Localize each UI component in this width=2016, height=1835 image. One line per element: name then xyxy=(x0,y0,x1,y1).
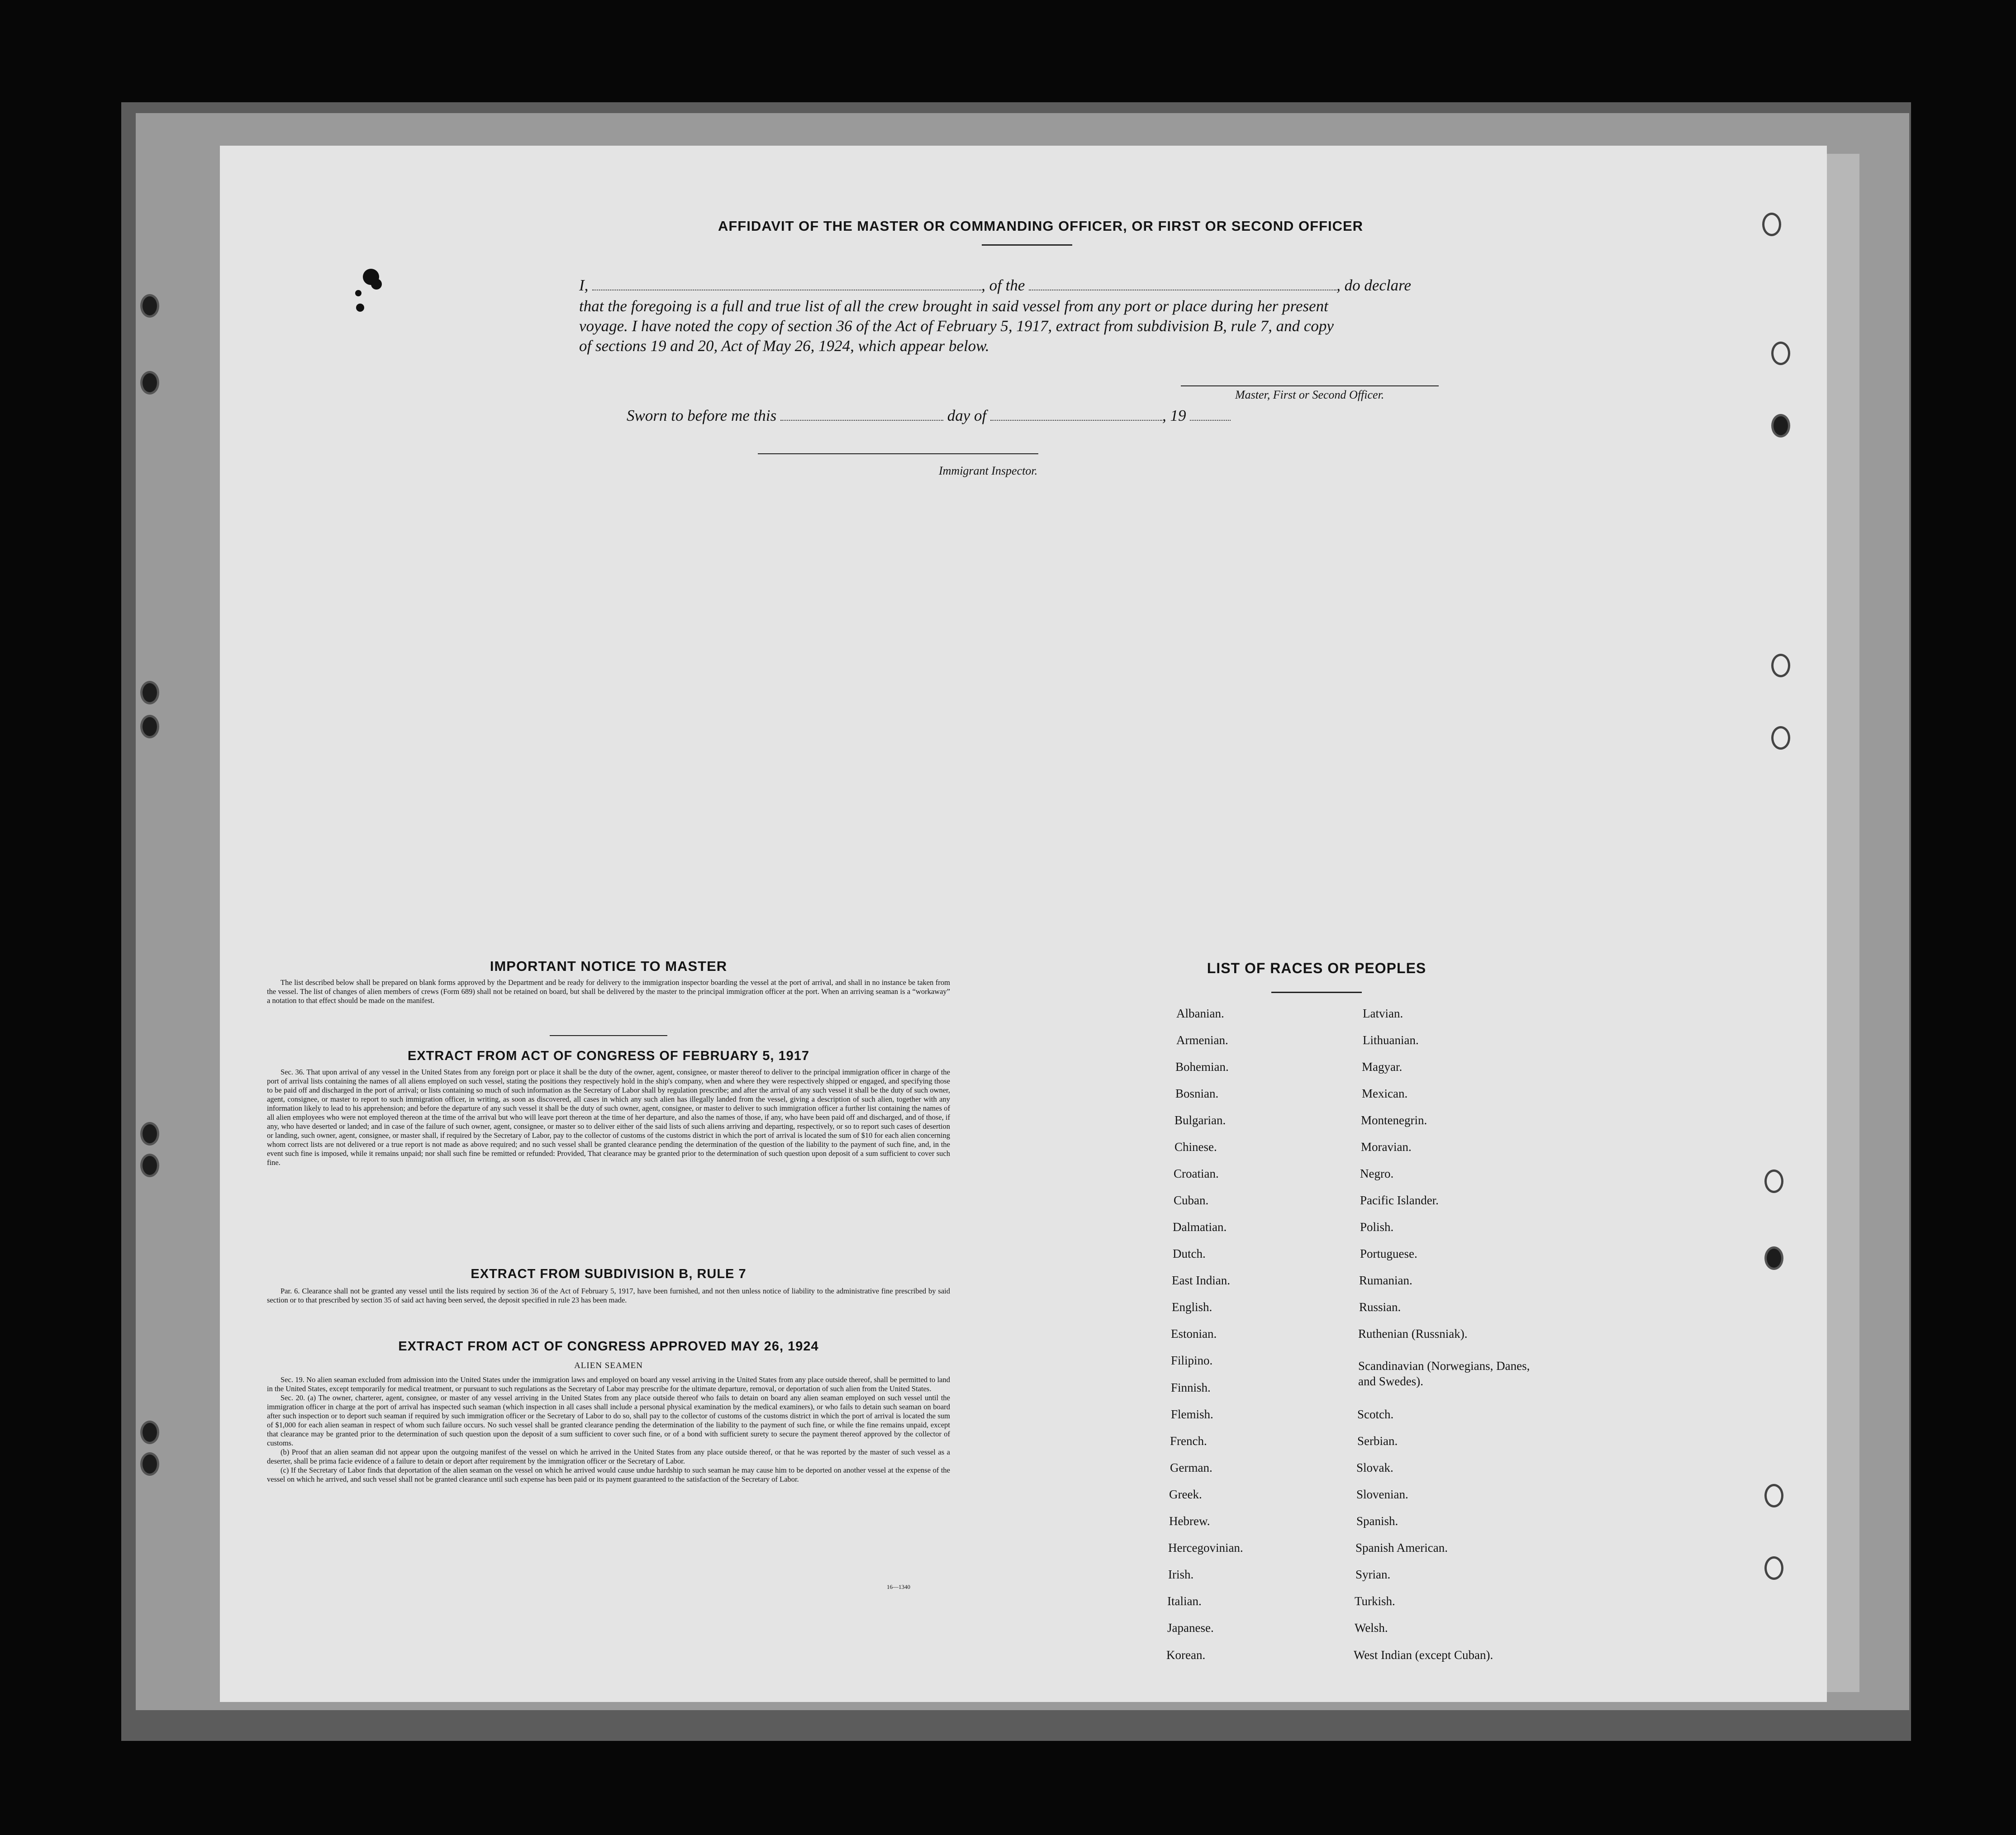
alien-seamen-subtitle: ALIEN SEAMEN xyxy=(574,1361,643,1370)
race-right-22: Turkish. xyxy=(1355,1594,1395,1608)
sec20a-paragraph: Sec. 20. (a) The owner, charterer, agent, consignee, or master of any vessel arriving in the United States from any place outside thereof who fails to detain on board any alien seaman employed on such vessel until the immigration officer in charge at the port of arrival has inspected such seaman (which inspection in all cases shall include a personal physical examination by the medical examiners), or who fails to detain such seaman on board after such inspection or to deport such seaman if required by such immigration officer or the Secretary of Labor to do so, shall pay to the collector of customs of the customs district in which the port of arrival is located the sum of $1,000 for each alien seaman in respect of whom such failure occurs. No such vessel shall be granted clearance pending the determination of the liability to the payment of such fine, or while the fine remains unpaid, except that clearance may be granted prior to the determination of such question upon the deposit of a sum sufficient to cover such fine, or of a bond with sufficient surety to secure the payment thereof approved by the collector of customs. xyxy=(267,1393,950,1447)
race-right-10: Portuguese. xyxy=(1360,1247,1417,1260)
section-divider xyxy=(550,1035,667,1036)
binder-hole xyxy=(1764,1556,1783,1580)
race-right-16: Serbian. xyxy=(1357,1434,1398,1448)
races-divider xyxy=(1271,992,1362,993)
race-right-18: Slovenian. xyxy=(1356,1488,1408,1501)
race-right-11: Rumanian. xyxy=(1359,1274,1412,1287)
binder-hole xyxy=(140,715,159,738)
race-left-21: Hercegovinian. xyxy=(1168,1541,1243,1555)
name-field[interactable] xyxy=(592,277,981,290)
sec19-paragraph: Sec. 19. No alien seaman excluded from admission into the United States under the immigration laws and employed on board any vessel arriving in the United States from any place outside thereof, shall be permitted to land in the United States, except temporarily for medical treatment, or pursuant to such regulations as the Secretary of Labor may prescribe for the ultimate departure, removal, or deportation of such alien from the United States. xyxy=(267,1375,950,1393)
binder-hole xyxy=(140,371,159,395)
race-left-4: Bosnian. xyxy=(1175,1087,1219,1100)
race-left-9: Dalmatian. xyxy=(1173,1220,1227,1234)
binder-hole xyxy=(1762,213,1781,236)
title-divider xyxy=(982,244,1072,246)
race-right-8: Pacific Islander. xyxy=(1360,1193,1439,1207)
race-left-19: Greek. xyxy=(1169,1488,1202,1501)
sworn-year-prefix: , 19 xyxy=(1162,407,1186,424)
binder-hole xyxy=(140,1154,159,1177)
affidavit-title: AFFIDAVIT OF THE MASTER OR COMMANDING OFFICER, OR FIRST OR SECOND OFFICER xyxy=(718,218,1364,234)
notice-paragraph: The list described below shall be prepared on blank forms approved by the Department and be ready for delivery to the immigration inspector boarding the vessel at the port of arrival, and shall in no instance be taken from the vessel. The list of changes of alien members of crews (Form 689) shall not be retained on board, but shall be delivered by the master to the principal immigration officer at the port. When an arriving seaman is a “workaway” a notation to that effect should be made on the manifest. xyxy=(267,978,950,1005)
race-left-8: Cuban. xyxy=(1174,1193,1209,1207)
ink-blot xyxy=(348,267,398,317)
race-right-21: Syrian. xyxy=(1355,1568,1391,1581)
sworn-day-field[interactable] xyxy=(780,407,943,421)
race-left-6: Chinese. xyxy=(1174,1140,1217,1154)
race-right-13: Ruthenian (Russniak). xyxy=(1358,1327,1468,1341)
race-right-2: Lithuanian. xyxy=(1363,1033,1419,1047)
affidavit-i: I, xyxy=(579,276,589,294)
affidavit-do-declare: , do declare xyxy=(1336,276,1412,294)
notice-title: IMPORTANT NOTICE TO MASTER xyxy=(490,958,727,974)
race-left-1: Albanian. xyxy=(1176,1007,1224,1020)
binder-hole xyxy=(140,1122,159,1146)
binder-hole xyxy=(140,1421,159,1444)
race-left-25: Korean. xyxy=(1166,1648,1206,1662)
extract-rule7-title: EXTRACT FROM SUBDIVISION B, RULE 7 xyxy=(471,1267,746,1281)
race-right-4: Mexican. xyxy=(1362,1087,1408,1100)
race-right-24: West Indian (except Cuban). xyxy=(1354,1648,1493,1662)
notice-body xyxy=(267,978,950,1005)
inspector-caption: Immigrant Inspector. xyxy=(939,464,1038,477)
race-left-12: English. xyxy=(1172,1300,1212,1314)
race-left-15: Finnish. xyxy=(1171,1381,1211,1394)
race-left-20: Hebrew. xyxy=(1169,1514,1210,1528)
race-left-22: Irish. xyxy=(1168,1568,1194,1581)
binder-hole xyxy=(1764,1484,1783,1507)
binder-hole xyxy=(1771,654,1790,677)
sworn-line xyxy=(627,405,1260,426)
race-right-19: Spanish. xyxy=(1356,1514,1398,1528)
extract-rule7-body xyxy=(267,1287,950,1305)
binder-hole xyxy=(1771,726,1790,750)
binder-hole xyxy=(140,294,159,318)
extract-1924-body xyxy=(267,1375,950,1484)
affidavit-line-3: voyage. I have noted the copy of section 36 of the Act of February 5, 1917, extract from subdivision B, rule 7, and copy xyxy=(579,317,1334,335)
signature-line[interactable] xyxy=(1181,385,1439,386)
sworn-month-field[interactable] xyxy=(990,407,1162,421)
race-left-16: Flemish. xyxy=(1171,1407,1213,1421)
sworn-year-field[interactable] xyxy=(1190,407,1231,421)
race-left-18: German. xyxy=(1170,1461,1212,1474)
race-right-3: Magyar. xyxy=(1362,1060,1403,1074)
race-left-14: Filipino. xyxy=(1171,1354,1213,1367)
race-right-5: Montenegrin. xyxy=(1361,1113,1427,1127)
sec20c-paragraph: (c) If the Secretary of Labor finds that deportation of the alien seaman on the vessel on which he arrived would cause undue hardship to such seaman he may cause him to be deported on another vessel at the expense of the vessel on which he arrived, and such vessel shall not be granted clearance until such expense has been paid or its payment guaranteed to the satisfaction of the Secretary of Labor. xyxy=(267,1466,950,1483)
affidavit-line-2: that the foregoing is a full and true list of all the crew brought in said vessel from any port or place during her present xyxy=(579,297,1328,315)
race-left-5: Bulgarian. xyxy=(1174,1113,1226,1127)
vessel-field[interactable] xyxy=(1029,277,1336,290)
race-right-12: Russian. xyxy=(1359,1300,1401,1314)
inspector-signature-line[interactable] xyxy=(758,453,1038,454)
rule7-paragraph: Par. 6. Clearance shall not be granted any vessel until the lists required by section 36 of the Act of February 5, 1917, have been furnished, and not then unless notice of liability to the administrative fine prescribed by said section or to that prescribed by section 35 of said act having been served, the deposit specified in rule 23 has been made. xyxy=(267,1287,950,1304)
race-right-1: Latvian. xyxy=(1363,1007,1403,1020)
binder-hole xyxy=(140,681,159,704)
affidavit-of-the: , of the xyxy=(981,276,1025,294)
binder-hole xyxy=(1771,342,1790,365)
race-right-6: Moravian. xyxy=(1361,1140,1412,1154)
sec36-paragraph: Sec. 36. That upon arrival of any vessel in the United States from any foreign port or place it shall be the duty of the owner, agent, consignee, or master thereof to deliver to the principal immigration officer in charge of the port of arrival lists containing the names of all aliens employed on such vessel, stating the positions they respectively hold in the ship's company, when and where they were respectively shipped or engaged, and specifying those to be paid off and discharged in the port of arrival; or lists containing so much of such information as the Secretary of Labor shall by regulation prescribe; and after the arrival of any such vessel it shall be the duty of such owner, agent, consignee, or master to report to such immigration officer, in writing, as soon as discovered, all cases in which any such alien has illegally landed from the vessel, giving a description of such alien, together with any information likely to lead to his apprehension; and before the departure of any such vessel it shall be the duty of such owner, agent, consignee, or master to deliver to such immigration officer a further list containing the names of all alien employees who were not employed thereon at the time of the arrival but who will leave port thereon at the time of her departure, and also the names of those, if any, who have been paid off and discharged, and of those, if any, who have deserted or landed; and in case of the failure of such owner, agent, consignee, or master so to deliver either of the said lists of such aliens arriving and departing, respectively, or so to report such cases of desertion or landing, such owner, agent, consignee, or master shall, if required by the Secretary of Labor, pay to the collector of customs of the customs district in which the port of arrival is located the sum of $10 for each alien concerning whom correct lists are not delivered or a true report is not made as above required; and no such vessel shall be granted clearance pending the determination of the question of the liability to the payment of such fine, and, in the event such fine is imposed, while it remains unpaid; nor shall such fine be remitted or refunded: Provided, That clearance may be granted prior to the determination of such question upon deposit of a sum sufficient to cover such fine. xyxy=(267,1068,950,1167)
signature-caption: Master, First or Second Officer. xyxy=(1235,388,1384,401)
extract-1917-body xyxy=(267,1068,950,1167)
sworn-prefix: Sworn to before me this xyxy=(627,407,777,424)
race-left-10: Dutch. xyxy=(1173,1247,1206,1260)
race-left-23: Italian. xyxy=(1167,1594,1202,1608)
affidavit-line-4: of sections 19 and 20, Act of May 26, 1924, which appear below. xyxy=(579,337,989,355)
race-left-24: Japanese. xyxy=(1167,1621,1214,1635)
binder-hole xyxy=(1764,1169,1783,1193)
race-right-14: Scandinavian (Norwegians, Danes, and Swedes). xyxy=(1358,1359,1530,1388)
race-right-17: Slovak. xyxy=(1356,1461,1393,1474)
extract-1917-title: EXTRACT FROM ACT OF CONGRESS OF FEBRUARY 5, 1917 xyxy=(407,1049,810,1063)
binder-hole xyxy=(140,1452,159,1476)
race-right-15: Scotch. xyxy=(1357,1407,1394,1421)
binder-hole xyxy=(1764,1246,1783,1270)
race-left-11: East Indian. xyxy=(1172,1274,1230,1287)
sec20b-paragraph: (b) Proof that an alien seaman did not appear upon the outgoing manifest of the vessel on which he arrived in the United States from any place outside thereof, or that he was reported by the master of such vessel as a deserter, shall be prima facie evidence of a failure to detain or deport after requirement by the immigration officer or the Secretary of Labor. xyxy=(267,1448,950,1465)
sworn-day-of: day of xyxy=(947,407,987,424)
race-right-7: Negro. xyxy=(1360,1167,1394,1180)
race-left-2: Armenian. xyxy=(1176,1033,1228,1047)
races-title: LIST OF RACES OR PEOPLES xyxy=(1207,960,1426,976)
race-left-7: Croatian. xyxy=(1174,1167,1219,1180)
form-number: 16—1340 xyxy=(887,1583,910,1590)
extract-1924-title: EXTRACT FROM ACT OF CONGRESS APPROVED MAY 26, 1924 xyxy=(398,1339,819,1354)
race-left-17: French. xyxy=(1170,1434,1207,1448)
race-left-3: Bohemian. xyxy=(1175,1060,1229,1074)
race-right-20: Spanish American. xyxy=(1355,1541,1448,1555)
race-right-9: Polish. xyxy=(1360,1220,1394,1234)
binder-hole xyxy=(1771,414,1790,437)
affidavit-line-1 xyxy=(579,275,1484,296)
race-left-13: Estonian. xyxy=(1171,1327,1217,1341)
race-right-23: Welsh. xyxy=(1355,1621,1388,1635)
